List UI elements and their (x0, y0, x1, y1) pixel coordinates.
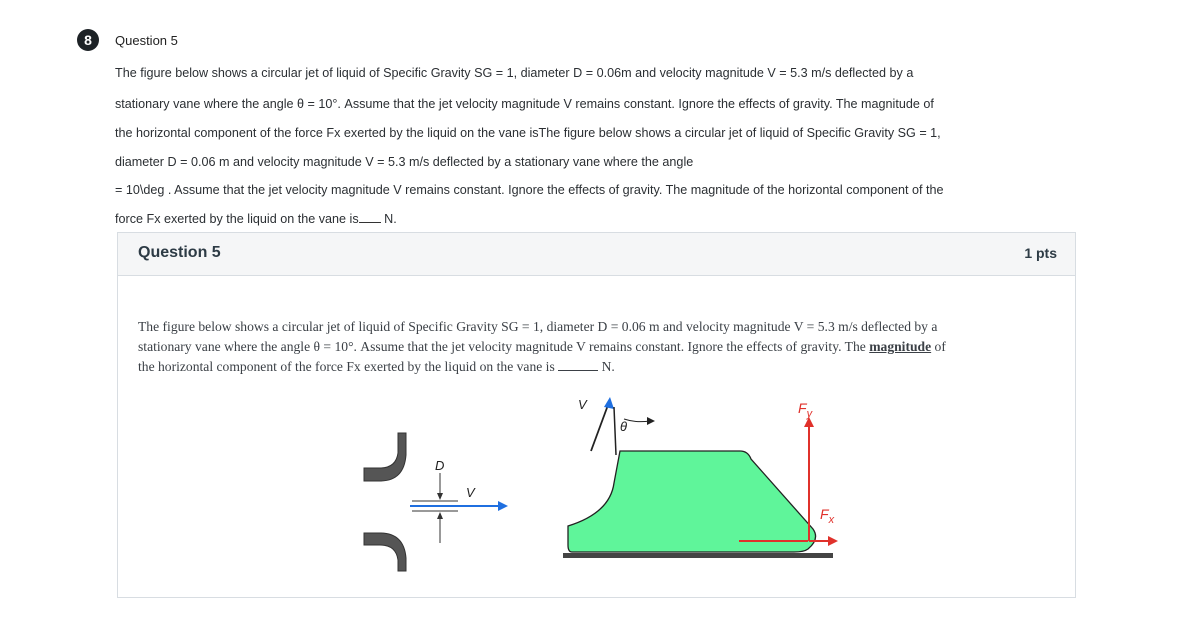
question-card (117, 232, 1076, 598)
question-text-line: = 10\deg . Assume that the jet velocity magnitude V remains constant. Ignore the effects of gravity. The magnitude of the horizontal component of the (115, 183, 944, 197)
angle-marker (614, 407, 655, 455)
magnitude-emphasis: magnitude (869, 339, 932, 354)
diameter-label: D (435, 458, 445, 473)
answer-blank (558, 358, 598, 371)
question-body-line: The figure below shows a circular jet of liquid of Specific Gravity SG = 1, diameter D = 0.06 m and velocity magnitude V = 5.3 m/s deflected by a (138, 319, 938, 334)
question-body-segment: N. (601, 359, 615, 374)
question-text-segment: N. (384, 212, 397, 226)
question-body (138, 317, 1058, 377)
ground-line (563, 553, 833, 558)
question-text-line (115, 210, 1075, 228)
jet-vane-figure (358, 393, 838, 573)
question-body-segment: of (934, 339, 946, 354)
jet-arrow (410, 485, 508, 511)
question-body-segment: stationary vane where the angle θ = 10°. Assume that the jet velocity magnitude V remains constant. Ignore the effects of gravity. The (138, 339, 866, 354)
question-body-segment: the horizontal component of the force Fx exerted by the liquid on the vane is (138, 359, 555, 374)
question-body-line (138, 337, 1058, 357)
question-number-badge: 8 (77, 29, 99, 51)
answer-blank (359, 212, 381, 223)
question-text-line: The figure below shows a circular jet of liquid of Specific Gravity SG = 1, diameter D = 0.06m and velocity magnitude V = 5.3 m/s deflected by a (115, 66, 914, 80)
question-points: 1 pts (1024, 245, 1057, 261)
force-fx-label: $F_x$ (820, 506, 835, 526)
jet-velocity-label: V (466, 485, 475, 500)
deflected-velocity-arrow (578, 397, 614, 451)
force-fy-label: $F_y$ (798, 400, 813, 420)
question-card-title: Question 5 (138, 244, 221, 261)
diameter-marker (412, 458, 458, 543)
question-body-line (138, 357, 1058, 377)
question-text-line: diameter D = 0.06 m and velocity magnitude V = 5.3 m/s deflected by a stationary vane where the angle (115, 155, 694, 169)
vane-body (568, 451, 816, 552)
nozzle (364, 433, 406, 571)
theta-label: θ (620, 419, 628, 434)
question-card-header (118, 233, 1075, 276)
question-header: Question 5 (115, 33, 178, 48)
outlet-velocity-label: V (578, 397, 587, 412)
question-text-segment: force Fx exerted by the liquid on the vane is (115, 212, 359, 226)
question-text-line: the horizontal component of the force Fx exerted by the liquid on the vane isThe figure below shows a circular jet of liquid of Specific Gravity SG = 1, (115, 126, 941, 140)
question-text-line: stationary vane where the angle θ = 10°. Assume that the jet velocity magnitude V remains constant. Ignore the effects of gravity. The magnitude of (115, 97, 934, 111)
